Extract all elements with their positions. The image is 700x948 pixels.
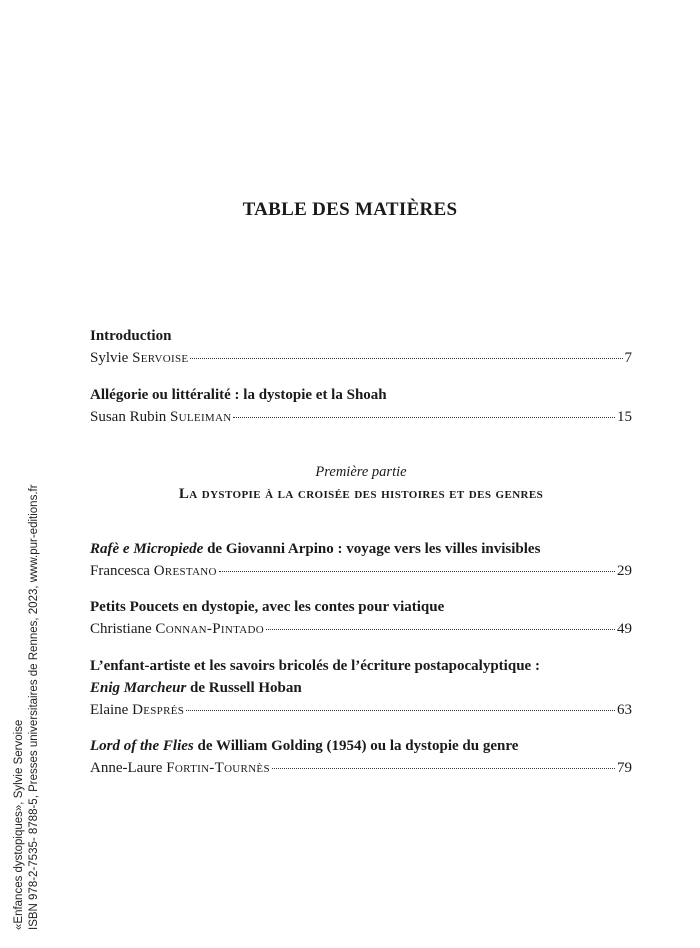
toc-entry-lord-of-the-flies[interactable] <box>90 735 632 779</box>
toc-entry-introduction[interactable] <box>90 325 632 369</box>
dot-leader <box>266 628 615 630</box>
toc-entry-allegorie[interactable] <box>90 384 632 428</box>
copyright-line-book: «Enfances dystopiques», Sylvie Servoise <box>13 719 25 930</box>
entry-author-line <box>90 347 632 369</box>
copyright-line-isbn: ISBN 978-2-7535- 8788-5, Presses universitaires de Rennes, 2023, www.pur-editions.fr <box>28 484 40 930</box>
entry-title: Introduction <box>90 328 172 344</box>
entry-author: Sylvie Servoise <box>90 350 189 366</box>
entry-author-line <box>90 757 632 779</box>
page-title: TABLE DES MATIÈRES <box>242 199 458 220</box>
toc-entry-arpino[interactable] <box>90 538 632 582</box>
entry-page-number: 15 <box>617 409 632 425</box>
entry-author: Anne-Laure Fortin-Tournès <box>90 760 270 776</box>
entry-author: Susan Rubin Suleiman <box>90 409 232 425</box>
entry-author: Elaine Després <box>90 702 185 718</box>
entry-page-number: 49 <box>617 621 632 637</box>
dot-leader <box>233 416 615 418</box>
entry-title: Lord of the Flies de William Golding (1954) ou la dystopie du genre <box>90 738 519 754</box>
entry-author: Christiane Connan-Pintado <box>90 621 264 637</box>
entry-title: Petits Poucets en dystopie, avec les contes pour viatique <box>90 599 445 615</box>
entry-author-line <box>90 560 632 582</box>
entry-author: Francesca Orestano <box>90 563 217 579</box>
entry-page-number: 7 <box>624 350 632 366</box>
entry-page-number: 63 <box>617 702 632 718</box>
entry-author-line <box>90 618 632 640</box>
entry-page-number: 29 <box>617 563 632 579</box>
part-title: La dystopie à la croisée des histoires et des genres <box>178 486 544 502</box>
part-kicker: Première partie <box>315 464 407 480</box>
part-heading <box>90 462 632 504</box>
dot-leader <box>190 357 622 359</box>
entry-author-line <box>90 699 632 721</box>
entry-title: Allégorie ou littéralité : la dystopie et la Shoah <box>90 387 387 403</box>
dot-leader <box>219 570 615 572</box>
dot-leader <box>186 709 615 711</box>
toc-entry-enfant-artiste[interactable] <box>90 655 632 721</box>
dot-leader <box>272 767 615 769</box>
entry-page-number: 79 <box>617 760 632 776</box>
entry-title: Rafè e Micropiede de Giovanni Arpino : voyage vers les villes invisibles <box>90 541 541 557</box>
toc-entry-petits-poucets[interactable] <box>90 596 632 640</box>
entry-title-line2: Enig Marcheur de Russell Hoban <box>90 680 302 696</box>
copyright-sidebar <box>12 430 56 930</box>
entry-author-line <box>90 406 632 428</box>
entry-title: L’enfant-artiste et les savoirs bricolés de l’écriture postapocalyptique : <box>90 658 540 674</box>
